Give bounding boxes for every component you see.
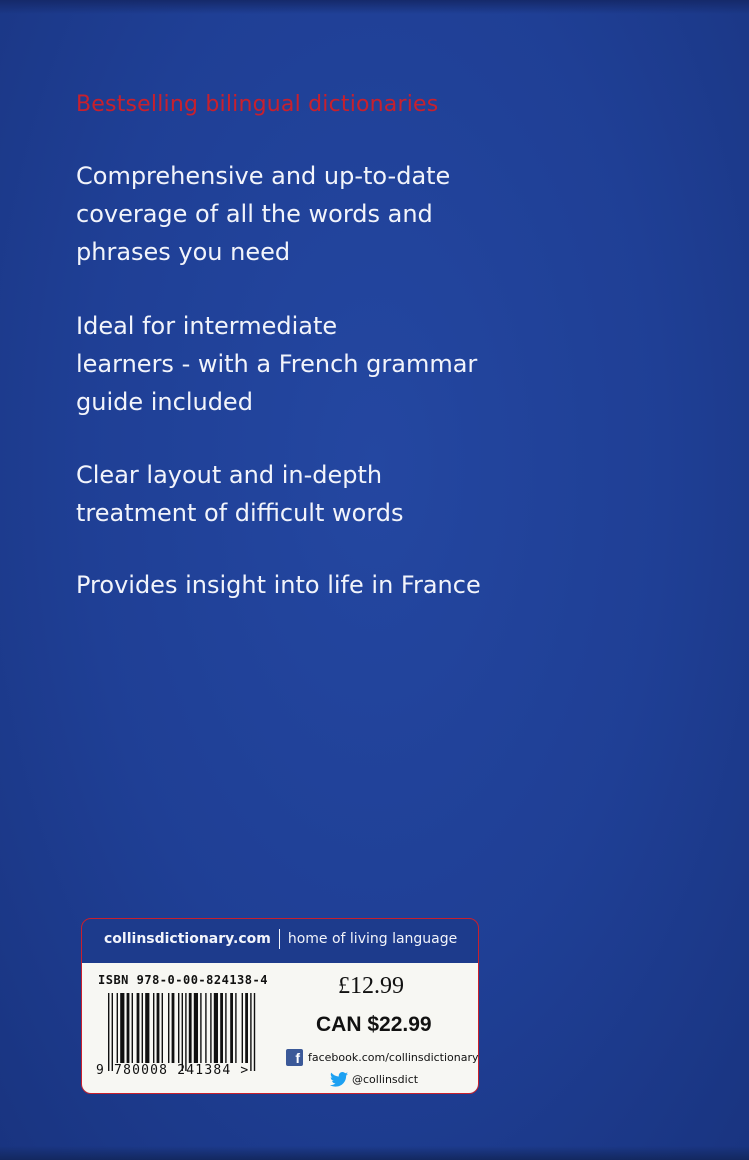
facebook-row <box>286 1049 479 1066</box>
twitter-handle[interactable]: @collinsdict <box>352 1073 419 1086</box>
feature-line: treatment of difficult words <box>76 499 404 527</box>
price-label <box>82 963 478 1093</box>
price-gbp: £12.99 <box>338 973 404 999</box>
website-row <box>104 929 457 949</box>
cover-heading: Bestselling bilingual dictionaries <box>76 92 439 117</box>
divider <box>279 929 280 949</box>
website-link[interactable]: collinsdictionary.com <box>104 931 271 947</box>
tagline: home of living language <box>287 931 458 947</box>
feature-line: phrases you need <box>76 238 291 266</box>
barcode-digits: 9 780008 241384 > <box>96 1063 250 1078</box>
feature-line: coverage of all the words and <box>76 200 433 228</box>
twitter-bird-icon <box>330 1072 348 1087</box>
barcode <box>106 993 286 1071</box>
feature-line: Ideal for intermediate <box>76 312 338 340</box>
isbn-number: ISBN 978-0-00-824138-4 <box>98 973 268 987</box>
feature-point-3 <box>76 456 404 532</box>
feature-point-4 <box>76 566 481 604</box>
feature-line: Clear layout and in-depth <box>76 461 383 489</box>
twitter-row <box>330 1072 418 1087</box>
feature-line: guide included <box>76 388 253 416</box>
facebook-icon: f <box>286 1049 303 1066</box>
feature-point-2 <box>76 307 477 421</box>
feature-point-1 <box>76 157 450 271</box>
price-can: CAN $22.99 <box>316 1013 432 1036</box>
facebook-link[interactable]: facebook.com/collinsdictionary <box>308 1051 479 1064</box>
feature-line: Comprehensive and up-to-date <box>76 162 451 190</box>
feature-line: learners - with a French grammar <box>76 350 478 378</box>
feature-line: Provides insight into life in France <box>76 571 481 599</box>
barcode-panel <box>81 918 479 1094</box>
